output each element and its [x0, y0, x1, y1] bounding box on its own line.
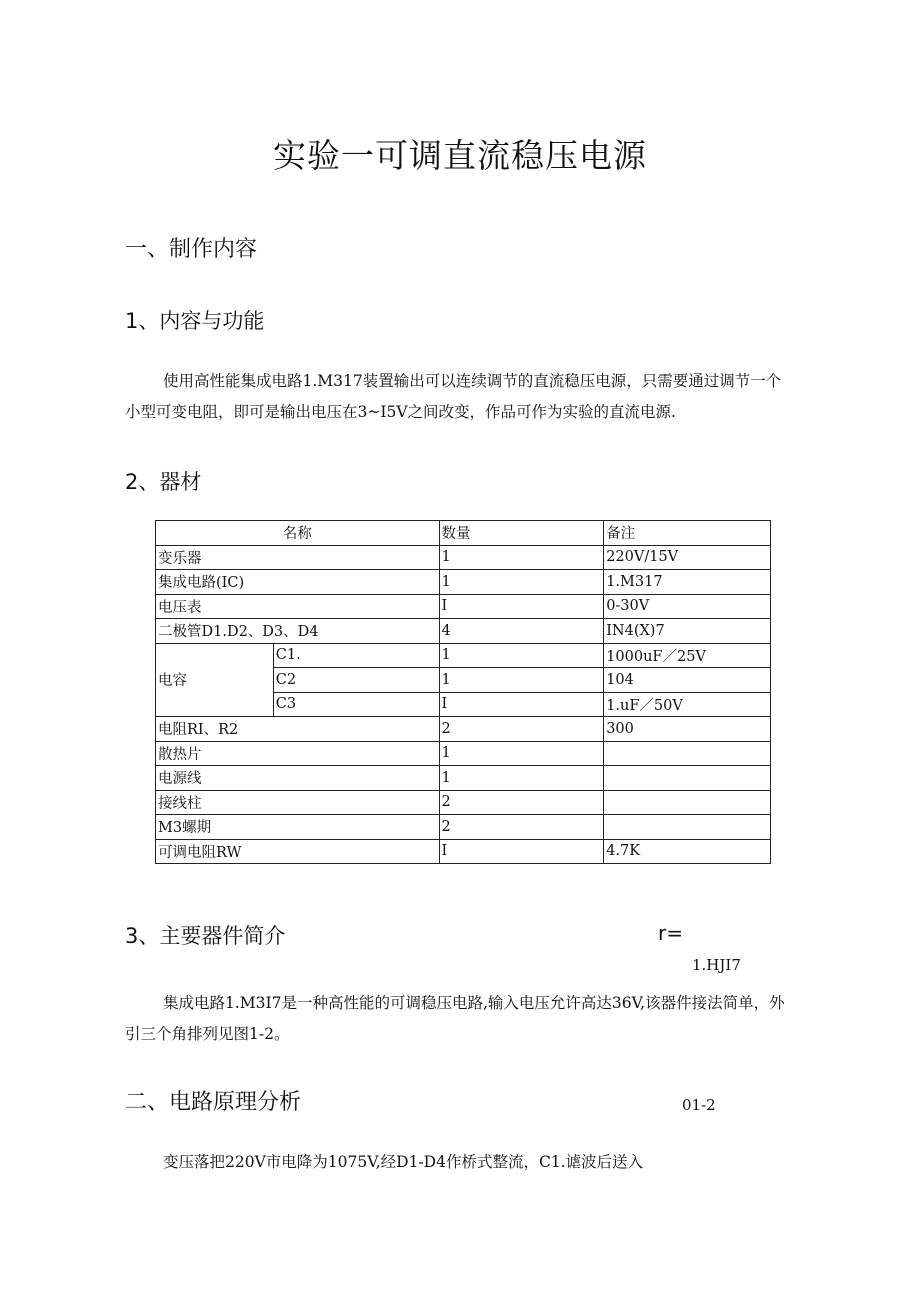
paragraph-content-function: 使用高性能集成电路1.M317装置输出可以连续调节的直流稳压电源，只需要通过调节一个小型可变电阻，即可是输出电压在3~I5V之间改变，作品可作为实验的直流电源.	[125, 372, 782, 421]
cell-name: 电阻RI、R2	[156, 717, 440, 742]
cell-qty: I	[439, 594, 604, 619]
cell-qty: I	[439, 839, 604, 864]
table-row	[156, 717, 771, 742]
cell-note	[604, 766, 771, 791]
cell-name: 变乐器	[156, 545, 440, 570]
cell-qty: 1	[439, 545, 604, 570]
equipment-table	[155, 520, 771, 864]
page-title: 实验一可调直流稳压电源	[273, 136, 647, 175]
cell-note: 1.uF／50V	[604, 692, 771, 717]
subsection-heading-content: 1、内容与功能	[125, 309, 265, 333]
cell-qty: 1	[439, 741, 604, 766]
cell-note: IN4(X)7	[604, 619, 771, 644]
cell-note: 0-30V	[604, 594, 771, 619]
table-row	[156, 545, 771, 570]
cell-note: 4.7K	[604, 839, 771, 864]
table-row	[156, 594, 771, 619]
cell-name: 电源线	[156, 766, 440, 791]
subsection-heading-components: 3、主要器件简介	[125, 924, 286, 948]
subsection-heading-equipment: 2、器材	[125, 470, 202, 494]
cell-qty: 1	[439, 766, 604, 791]
figure-side-mark: r=	[658, 921, 683, 945]
paragraph-component-intro: 集成电路1.M3I7是一种高性能的可调稳压电路,输入电压允许高达36V,该器件接法简单，外引三个角排列见图1-2。	[125, 994, 785, 1043]
cell-note	[604, 790, 771, 815]
cell-name: 电压表	[156, 594, 440, 619]
cell-qty: I	[439, 692, 604, 717]
column-header-qty: 数量	[439, 521, 604, 546]
cell-note: 300	[604, 717, 771, 742]
cell-note	[604, 815, 771, 840]
cell-sub: C3	[273, 692, 439, 717]
cell-note: 220V/15V	[604, 545, 771, 570]
table-row	[156, 839, 771, 864]
cell-sub: C2	[273, 668, 439, 693]
table-row	[156, 790, 771, 815]
cell-qty: 4	[439, 619, 604, 644]
table-row	[156, 741, 771, 766]
cell-qty: 1	[439, 570, 604, 595]
cell-note: 104	[604, 668, 771, 693]
figure-label-chip: 1.HJI7	[692, 956, 741, 974]
cell-name: 可调电阻RW	[156, 839, 440, 864]
table-row	[156, 766, 771, 791]
cell-name: 集成电路(IC)	[156, 570, 440, 595]
column-header-name: 名称	[156, 521, 440, 546]
cell-qty: 2	[439, 815, 604, 840]
table-row	[156, 643, 771, 668]
section-heading-production: 一、制作内容	[125, 237, 258, 262]
cell-note: 1.M317	[604, 570, 771, 595]
cell-name: 散热片	[156, 741, 440, 766]
table-row	[156, 619, 771, 644]
cell-name: 二极管D1.D2、D3、D4	[156, 619, 440, 644]
cell-qty: 2	[439, 790, 604, 815]
cell-name: M3螺期	[156, 815, 440, 840]
cell-qty: 1	[439, 668, 604, 693]
cell-qty: 1	[439, 643, 604, 668]
table-row	[156, 570, 771, 595]
cell-group-capacitor: 电容	[156, 643, 274, 717]
cell-name: 接线柱	[156, 790, 440, 815]
figure-label: 01-2	[682, 1096, 716, 1114]
section-heading-circuit-analysis: 二、电路原理分析	[125, 1090, 302, 1115]
table-row	[156, 815, 771, 840]
cell-qty: 2	[439, 717, 604, 742]
cell-note: 1000uF／25V	[604, 643, 771, 668]
paragraph-circuit-analysis: 变压落把220V市电降为1075V,经D1-D4作桥式整流，C1.谑波后送入	[163, 1153, 644, 1171]
cell-sub: C1.	[273, 643, 439, 668]
table-header-row	[156, 521, 771, 546]
cell-note	[604, 741, 771, 766]
column-header-note: 备注	[604, 521, 771, 546]
